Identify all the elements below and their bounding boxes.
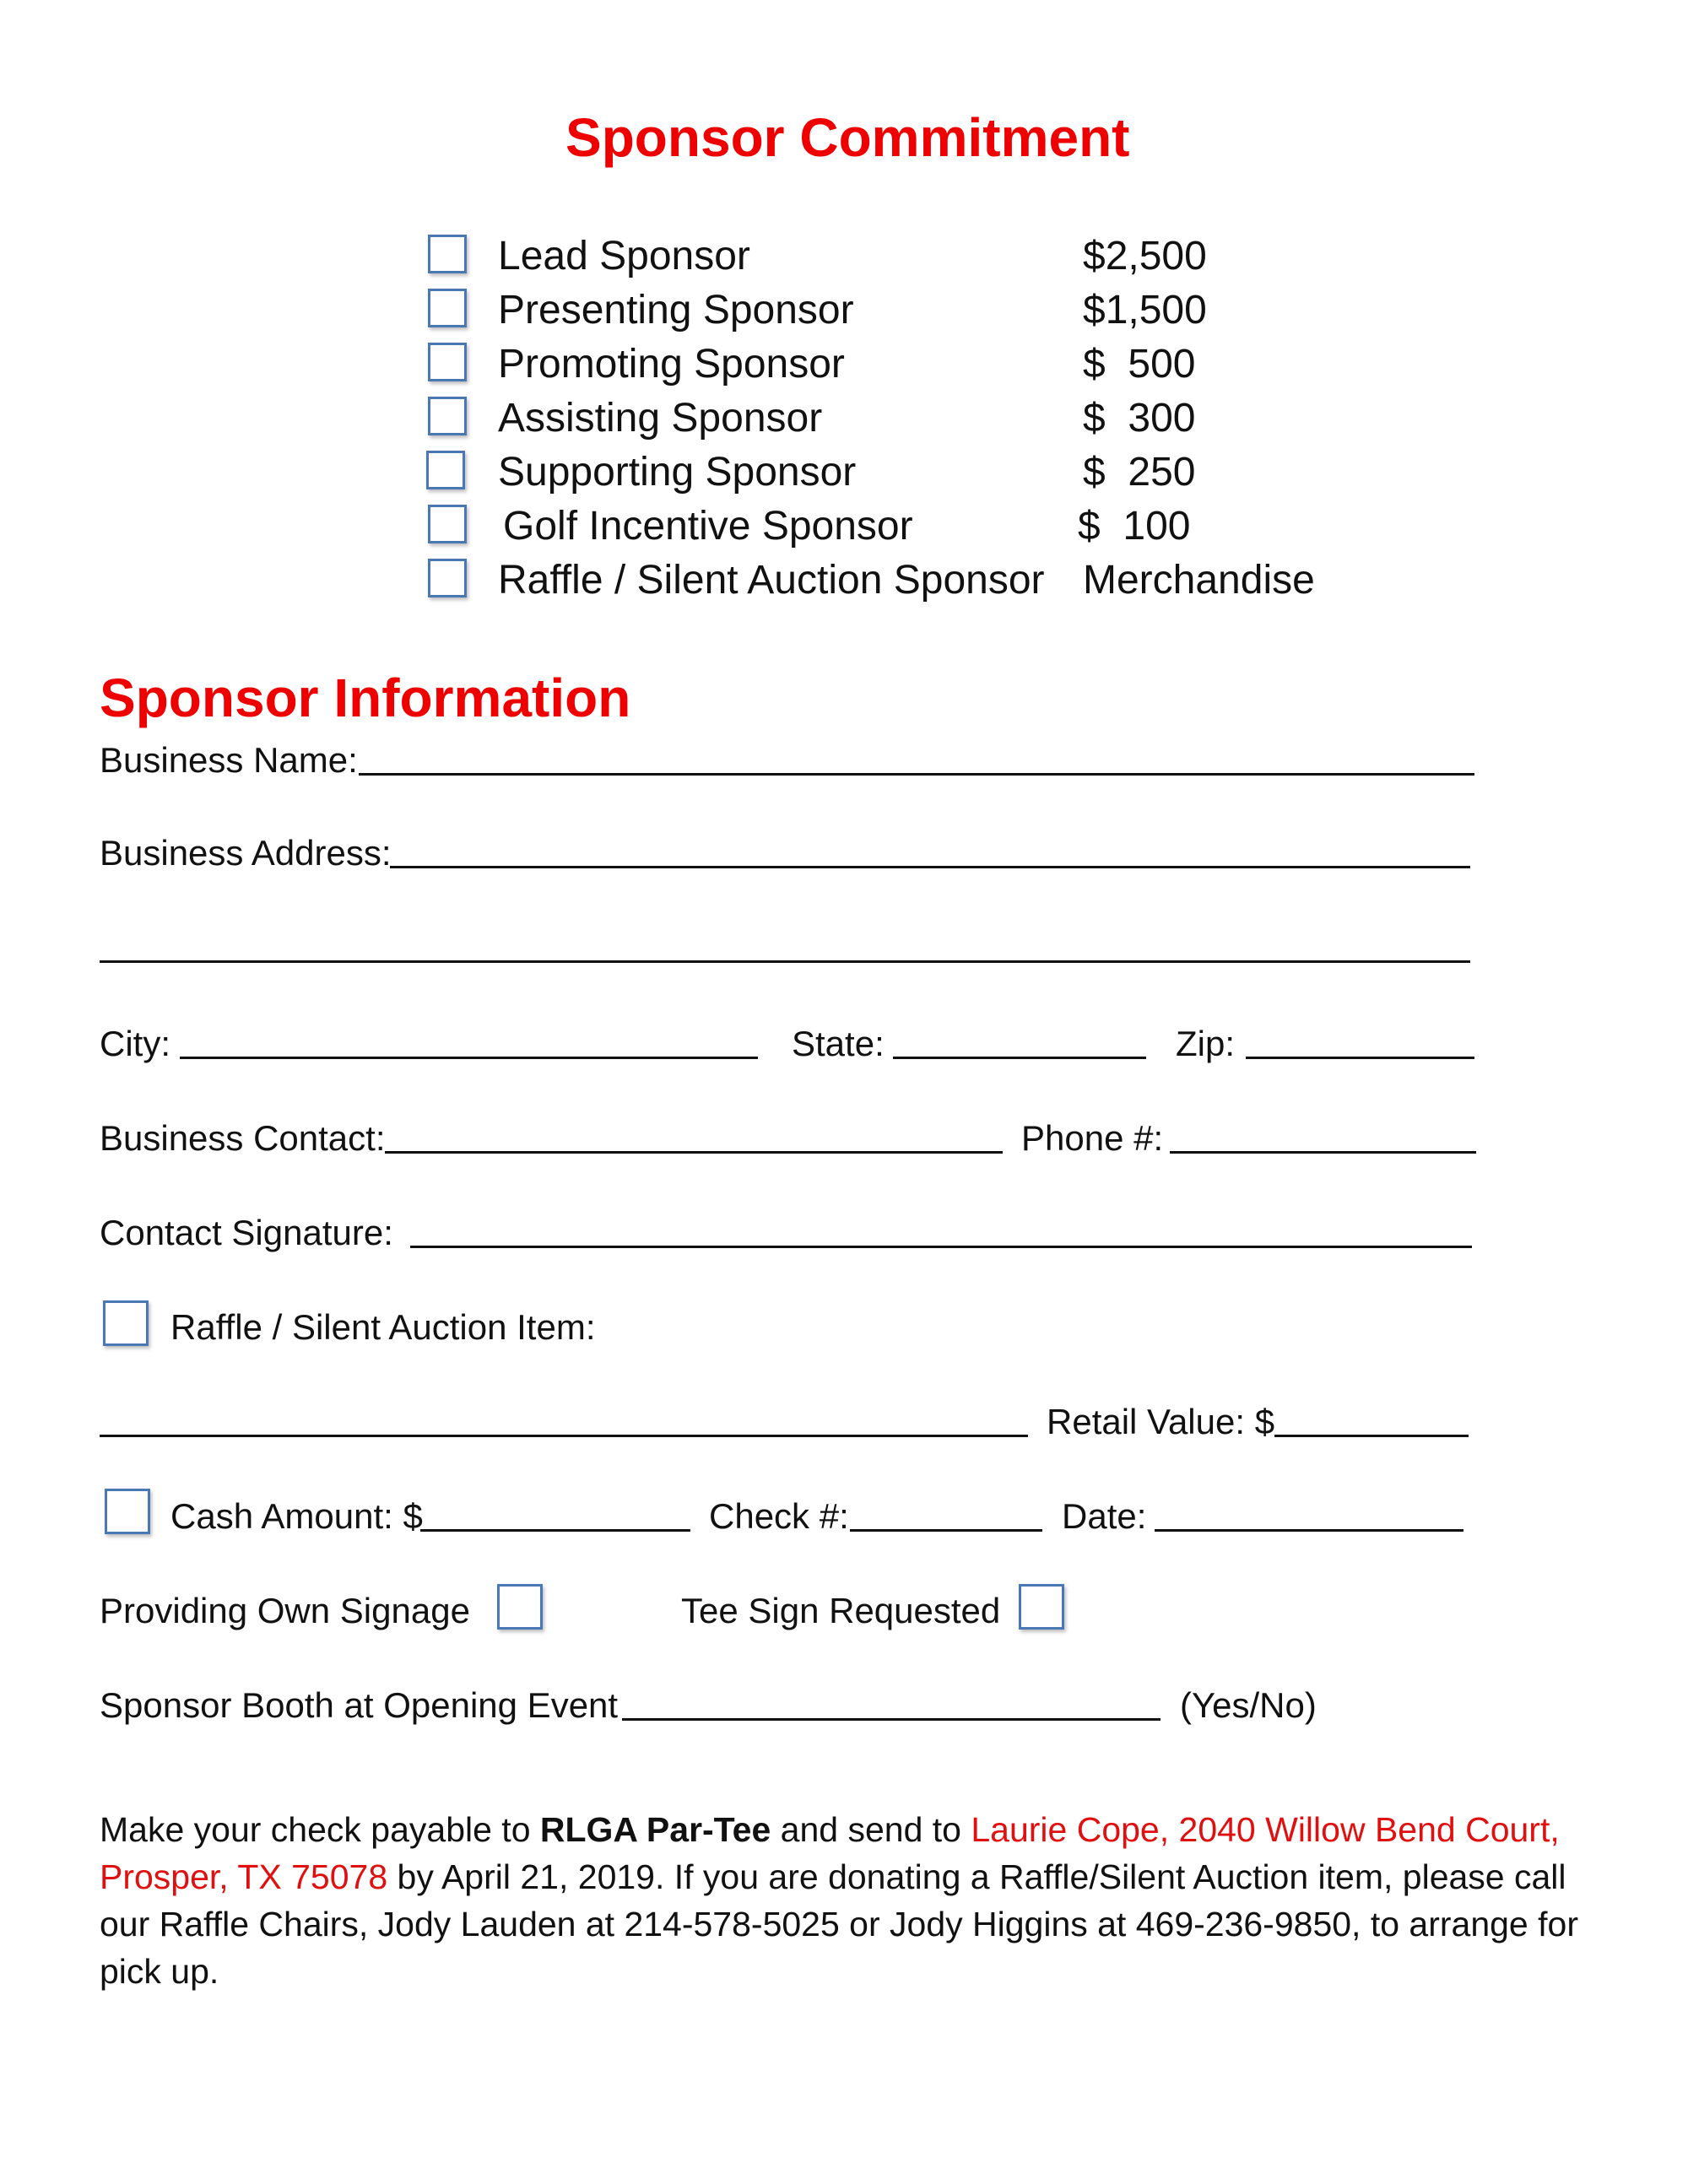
tee-sign-checkbox[interactable] — [1019, 1584, 1064, 1630]
business-address-field[interactable] — [390, 866, 1470, 868]
supporting-sponsor-label: Supporting Sponsor — [498, 450, 857, 495]
assisting-sponsor-amount: $ 300 — [1083, 396, 1196, 441]
assisting-sponsor-label: Assisting Sponsor — [498, 396, 823, 441]
promoting-sponsor-label: Promoting Sponsor — [498, 342, 845, 387]
booth-field[interactable] — [622, 1718, 1160, 1721]
information-title: Sponsor Information — [100, 668, 631, 728]
zip-field[interactable] — [1246, 1057, 1474, 1059]
date-field[interactable] — [1155, 1529, 1463, 1532]
lead-sponsor-checkbox[interactable] — [428, 235, 467, 273]
cash-amount-label: Cash Amount: $ — [170, 1496, 423, 1536]
phone-label: Phone #: — [1021, 1118, 1164, 1158]
presenting-sponsor-amount: $1,500 — [1083, 288, 1207, 332]
date-label: Date: — [1062, 1496, 1147, 1536]
raffle-sponsor-checkbox[interactable] — [428, 559, 467, 597]
promoting-sponsor-checkbox[interactable] — [428, 343, 467, 381]
commitment-title: Sponsor Commitment — [565, 107, 1130, 168]
business-name-field[interactable] — [359, 773, 1474, 776]
payment-text-2: and send to — [771, 1810, 971, 1849]
booth-label: Sponsor Booth at Opening Event — [100, 1685, 619, 1725]
contact-signature-label: Contact Signature: — [100, 1213, 393, 1252]
state-label: State: — [792, 1024, 885, 1063]
raffle-sponsor-label: Raffle / Silent Auction Sponsor — [498, 558, 1045, 603]
zip-label: Zip: — [1176, 1024, 1236, 1063]
business-address-line2-field[interactable] — [100, 960, 1470, 963]
business-contact-label: Business Contact: — [100, 1118, 386, 1158]
presenting-sponsor-label: Presenting Sponsor — [498, 288, 854, 332]
golf-incentive-sponsor-amount: $ 100 — [1078, 504, 1191, 549]
city-field[interactable] — [180, 1057, 758, 1059]
golf-incentive-sponsor-checkbox[interactable] — [428, 505, 467, 543]
own-signage-label: Providing Own Signage — [100, 1591, 470, 1630]
golf-incentive-sponsor-label: Golf Incentive Sponsor — [503, 504, 913, 549]
presenting-sponsor-checkbox[interactable] — [428, 289, 467, 327]
raffle-item-description-field[interactable] — [100, 1435, 1028, 1437]
payment-text-3: by April 21, 2019. If you are donating a Raffle/Silent Auction item, please call our Raffle Chairs, Jody Lauden at 214-578-5025 or Jody Higgins at 469-236-9850, to arrange for pick up. — [100, 1857, 1578, 1991]
payment-instructions — [100, 1806, 1585, 1995]
contact-signature-field[interactable] — [410, 1246, 1472, 1248]
yes-no-label: (Yes/No) — [1180, 1685, 1317, 1725]
cash-amount-field[interactable] — [420, 1529, 690, 1532]
business-contact-field[interactable] — [385, 1151, 1003, 1154]
payment-text-1: Make your check payable to — [100, 1810, 540, 1849]
own-signage-checkbox[interactable] — [497, 1584, 543, 1630]
city-label: City: — [100, 1024, 170, 1063]
mailing-address: Laurie Cope, 2040 Willow Bend Court, Prosper, TX 75078 — [100, 1810, 1560, 1896]
cash-amount-checkbox[interactable] — [105, 1489, 150, 1534]
promoting-sponsor-amount: $ 500 — [1083, 342, 1196, 387]
lead-sponsor-amount: $2,500 — [1083, 234, 1207, 278]
tee-sign-label: Tee Sign Requested — [681, 1591, 1001, 1630]
business-address-label: Business Address: — [100, 833, 392, 873]
supporting-sponsor-amount: $ 250 — [1083, 450, 1196, 495]
phone-field[interactable] — [1170, 1151, 1476, 1154]
state-field[interactable] — [893, 1057, 1146, 1059]
raffle-item-label: Raffle / Silent Auction Item: — [170, 1307, 596, 1347]
supporting-sponsor-checkbox[interactable] — [426, 451, 465, 489]
check-number-field[interactable] — [850, 1529, 1042, 1532]
assisting-sponsor-checkbox[interactable] — [428, 397, 467, 435]
lead-sponsor-label: Lead Sponsor — [498, 234, 750, 278]
raffle-item-checkbox[interactable] — [103, 1300, 149, 1346]
check-number-label: Check #: — [709, 1496, 849, 1536]
raffle-sponsor-amount: Merchandise — [1083, 558, 1315, 603]
organization-name: RLGA Par-Tee — [539, 1810, 771, 1849]
retail-value-label: Retail Value: $ — [1047, 1402, 1275, 1441]
business-name-label: Business Name: — [100, 740, 358, 780]
retail-value-field[interactable] — [1274, 1435, 1469, 1437]
